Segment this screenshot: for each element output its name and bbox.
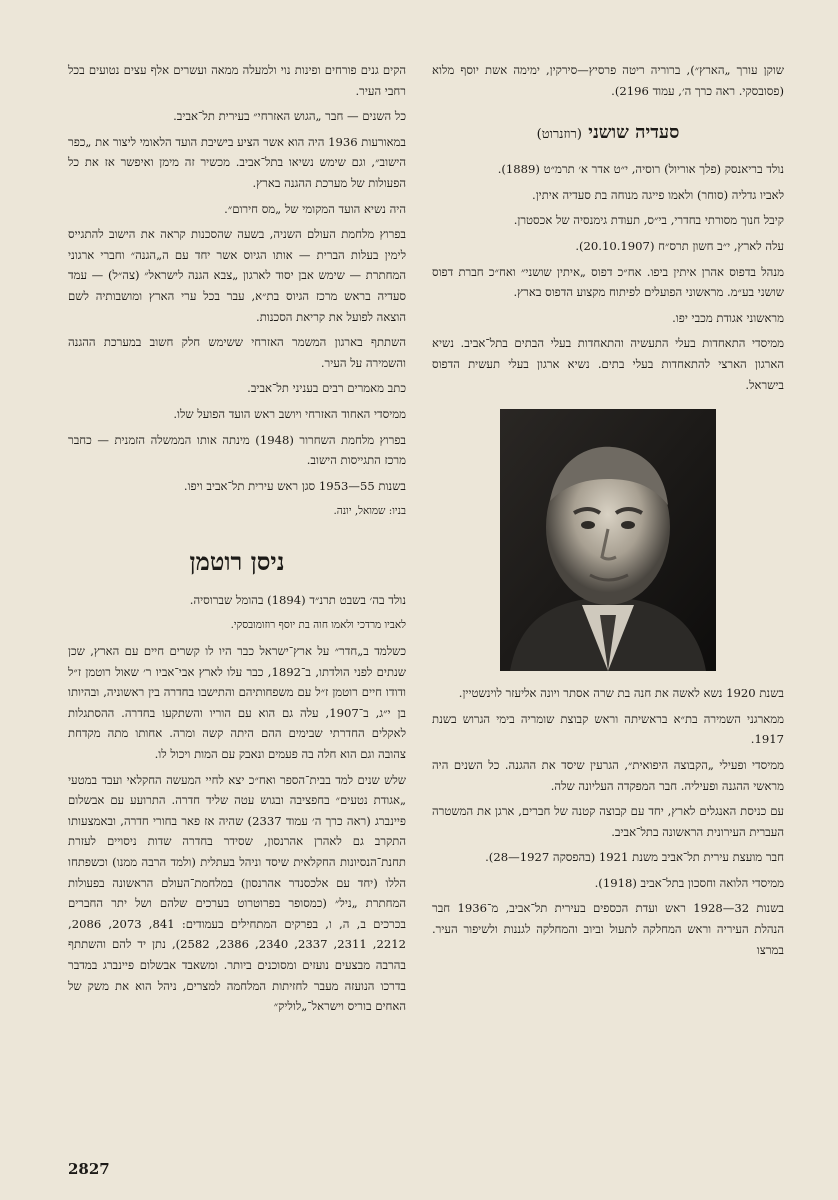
entry-name-original: (רוזנרוט)	[536, 127, 582, 143]
paragraph: נולד בריאנסק (פלך אוריול) רוסיה, י״ט אדר א׳ תרמ״ט (1889).	[497, 162, 784, 177]
paragraph: כשלמד ב„חדר״ על ארץ־ישראל כבר היו לו קשרים חיים עם הארץ, שכן שנתים לפני הולדתו, ב־1892, כבר עלו לארץ אבי־אביו ר׳ שאול רוטמן ז״ל ודודו חיים רוטמן ז״ל עם משפחותיהם והתישבו בחדרה בין ראשוניה, ובהיותו בן י״ג, ב־1907, עלה גם הוא עם הוריו והשתקעו בחדרה. ההסתגלות לאקלים החדרתי שבימים ההם היתה קשה ומרה. אחותו מתה מקדחת צהובה וגם הוא חלה בה פעמים ונאבק עם המות ויכול לו.	[68, 644, 406, 762]
paragraph: מנהל בדפוס אהרן איתין ביפו. אח״כ דפוס „איתין שושני״ ואח״כ חברת דפוס שושני בע״מ. מראשוני הפועלים לפיתוח מקצוע הדפוס בארץ.	[432, 264, 784, 300]
portrait-photo	[500, 409, 716, 671]
paragraph: חבר מועצת עירית תל־אביב משנת 1921 (בהפסקה 1927—28).	[485, 850, 784, 865]
paragraph: ממיסדי ופעילי „הקבוצה היפואית״, הגרעין שיסד את ההגנה. כל השנים היה מראשי ההגנה ופעיליה. חבר המפקדה העליונה שלה.	[432, 757, 784, 793]
paragraph: ממיסדי האחוד האזרחי ויושב ראש הועד הפועל שלו.	[173, 406, 406, 421]
paragraph: בשנת 1920 נשא לאשה את חנה בת שרה אסתר ויונה אליעזר לוינשטיין.	[458, 686, 784, 701]
paragraph: השתתף בארגון המשמר האזרחי ששימש חלק חשוב במערכת ההגנה והשמירה על העיר.	[68, 335, 406, 370]
paragraph: כל השנים — חבר „הגוש האזרחי״ בעירית תל־אביב.	[173, 109, 406, 124]
paragraph: עלה לארץ, י״ב חשון תרס״ח (20.10.1907).	[575, 238, 784, 253]
paragraph: כתב מאמרים רבים בעניני תל־אביב.	[247, 381, 406, 396]
entry-heading-sadia-shoshani	[432, 119, 784, 149]
entry-name: סעדיה שושני	[588, 122, 680, 144]
paragraph: בשנות 32—1928 ראש ועדת הכספים בעירית תל־אביב, מ־1936 חבר הנהלת העיריה וראש המחלקה לתעול וביוב והמחלקה לגננות ולשיפור העיר. במרצו	[432, 901, 784, 957]
paragraph: שלש שנים למד בבית־הספר ואח״כ יצא לחיי המעשה החקלאי ועבד במטעי „אגודת נטעים״ בחפציבה ובגוש עטה שליד חדרה. התרועע עם אבשלום פיינברג (ראה כרך ה׳ עמוד 2337) שהיה אז פאר בחורי חדרה, ובאמצעותו התקרב גם לאהרן אהרנסון, שסידר בחדרה שדות ניסויים לעזרת תחנת־הנסיונות החקלאית שיסד וניהל בעתלית (ולמד הרבה ממנו) וכשפתחו הללו (יחד עם אלכסנדר אהרנסון) במלחמת־העולם הראשונה בפעולות המחתרת „ניל״ (כמסופר בפרוטרוט בערכים שלהם ושל יתר החברים בכרכים ב, ה, ו, בפרקים המתחילים בעמודים: 841, 2073, 2086, 2212, 2311, 2337, 2340, 2386, 2582), נתן יד להם והשתתף בהרבה מבצעים נועזים ומסוכנים ביותר. ומשאבד אבשלום פיינברג במדבר בדרכו הנועזה מעבר לחזיתות המלחמה למצרים, ניהל הוא את משק של האחים בוריס וישראל־„לוליק״	[68, 772, 407, 1014]
portrait-image	[500, 409, 716, 671]
paragraph: עם כניסת האנגלים לארץ, יחד עם קבוצה קטנה של חברים, ארגן את המשטרה העברית העירונית הראשונה בתל־אביב.	[432, 804, 784, 839]
paragraph: בפרוץ מלחמת העולם השניה, בשעה שהסכנות קראה את הישוב להתגייס לימין בעלות הברית — אותו הגיוס אשר יחד עם ה„הגנה״ וחברי ארגוני המחתרת — שימש אבן יסוד לארגון „צבא הגנה לישראל״ (צה״ל) — עמד סעדיה בראש מרכז הגיוס בת״א, עבר בכל ערי הארץ ומושבותיה לשם הוצאה לפועל את קריאת הסכנות.	[68, 227, 406, 324]
right-column	[432, 60, 784, 965]
paragraph: היה נשיא הועד המקומי של „מס חירום״.	[224, 201, 406, 216]
paragraph: הקים גנים פורחים ופינות נוי ולמעלה ממאה ועשרים אלף עצים נטועים בכל רחבי העיר.	[68, 63, 406, 98]
paragraph: ממארגני השמירה בת״א בראשיתה וראש קבוצת שומריה בימי הגרוש בשנת 1917.	[432, 711, 784, 747]
page-number: 2827	[68, 1160, 110, 1178]
paragraph: ממיסדי הלואה וחסכון בתל־אביב (1918).	[594, 875, 784, 890]
paragraph: נולד בה׳ בשבט תרנ״ד (1894) בהומל שברוסיה.	[189, 592, 406, 607]
paragraph: בשנות 55—1953 סגן ראש עירית תל־אביב ויפו.	[183, 478, 406, 493]
paragraph: לאביו גדליה (סוחר) ולאמו פייגה מנוחה בת סעדיה איתין.	[532, 187, 784, 202]
entry-heading-nissan-rotman: ניסן רוטמן	[189, 546, 285, 576]
intro-text: שוקן עורך „הארץ״), ברוריה ריטה פרסיץ—סירקין, ימימה אשת יוסף מלוא (פסובסקי. ראה כרך ה׳, עמוד 2196).	[432, 63, 784, 98]
left-column	[68, 60, 406, 1022]
paragraph: קיבל חנוך מסורתי בחדרי, בי״ס, תעודת גימנסיה של אכסטרן.	[513, 213, 784, 228]
paragraph: בפרוץ מלחמת השחרור (1948) מינתה אותו הממשלה הזמנית — כחבר מרכז התגייסות הישוב.	[68, 432, 406, 468]
paragraph: במאורעות 1936 היה הוא אשר הציע בישיבת הועד הלאומי ליצור את „כפר הישוב״, וגם שימש נשיאו בתל־אביב. מכשיר זה מימן ואיפשר אז את כל הפעולות של מערכת ההגנה בארץ.	[68, 134, 406, 190]
paragraph: לאביו מרדכי ולאמו חוה בת יוסף רוזומובסקי.	[230, 619, 406, 632]
paragraph: בניו: שמואל, יונה.	[333, 505, 406, 518]
paragraph: ממיסדי התאחדות בעלי התעשיה והתאחדות בעלי הבתים בתל־אביב. נשיא הארגון הארצי להתאחדות בעלי בתים. נשיא ארגון בעלי תעשית הדפוס בישראל.	[432, 336, 784, 392]
paragraph: מראשוני אגודת מכבי יפו.	[672, 310, 784, 325]
